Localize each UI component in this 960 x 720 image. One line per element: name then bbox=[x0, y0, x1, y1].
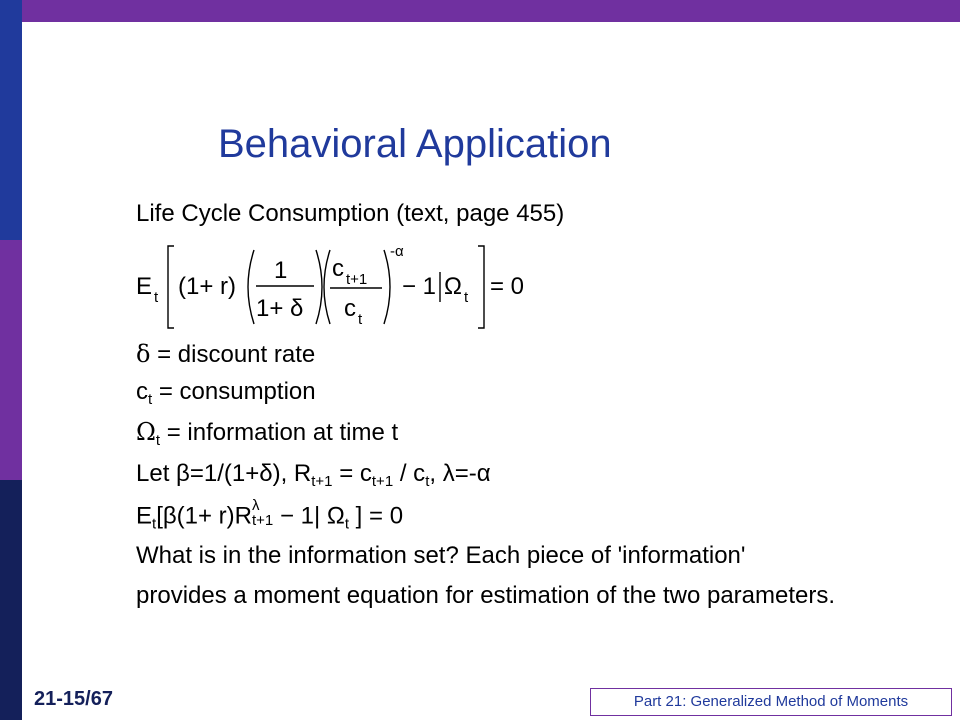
eq-E: E bbox=[136, 273, 153, 300]
frac1-left-paren bbox=[248, 250, 254, 324]
top-accent-bar bbox=[0, 0, 960, 22]
frac2-right-paren bbox=[384, 250, 390, 324]
eq2-sup2: λ bbox=[252, 497, 260, 514]
eq-omega-sub: t bbox=[464, 289, 469, 306]
euler-equation bbox=[134, 242, 554, 332]
delta-symbol: δ bbox=[136, 340, 151, 368]
eq-minus-one: − 1 bbox=[402, 273, 437, 300]
eq2-sub1: t bbox=[152, 515, 157, 533]
eq2-scripts bbox=[252, 498, 273, 528]
eq2-sub3: t bbox=[344, 515, 349, 533]
let-part2: = c bbox=[332, 460, 372, 487]
slide-title: Behavioral Application bbox=[218, 122, 612, 166]
frac1-denominator: 1+ δ bbox=[256, 295, 304, 322]
definition-consumption bbox=[136, 378, 316, 408]
omega-sub: t bbox=[155, 432, 161, 449]
frac1-right-paren bbox=[316, 250, 322, 324]
definition-omega bbox=[136, 418, 398, 449]
slide-number: 21-15/67 bbox=[34, 688, 113, 710]
let-sub1: t+1 bbox=[311, 473, 333, 490]
eq2-part4: ] = 0 bbox=[349, 502, 404, 530]
delta-definition: = discount rate bbox=[150, 341, 316, 368]
eq-exponent: -α bbox=[390, 243, 404, 260]
let-line bbox=[136, 460, 491, 490]
frac2-numerator: c bbox=[332, 255, 344, 282]
eq2-sub2: t+1 bbox=[252, 512, 274, 529]
omega-definition: = information at time t bbox=[160, 419, 399, 446]
eq2-part3: − 1| Ω bbox=[273, 502, 345, 530]
euler-equation-graphic bbox=[134, 242, 554, 332]
left-accent-bar bbox=[0, 0, 22, 720]
footer-label: Part 21: Generalized Method of Moments bbox=[590, 688, 952, 716]
frac1-numerator: 1 bbox=[274, 257, 288, 284]
eq-equals-zero: = 0 bbox=[490, 273, 525, 300]
eq-one-plus-r: (1+ r) bbox=[178, 273, 237, 300]
moment-equation bbox=[136, 497, 404, 533]
question-line-2: provides a moment equation for estimation of the two parameters. bbox=[136, 582, 836, 609]
eq-E-sub: t bbox=[154, 289, 159, 306]
let-sub2: t+1 bbox=[371, 473, 394, 490]
content-heading: Life Cycle Consumption (text, page 455) bbox=[136, 200, 565, 227]
eq2-part2: [β(1+ r)R bbox=[156, 502, 252, 530]
frac2-left-paren bbox=[324, 250, 330, 324]
left-accent-segment-bottom bbox=[0, 480, 22, 720]
frac2-denominator: c bbox=[344, 295, 356, 322]
c-symbol: c bbox=[136, 378, 148, 405]
c-definition: = consumption bbox=[152, 378, 316, 405]
question-line-1: What is in the information set? Each piece of 'information' bbox=[136, 542, 746, 569]
let-sub3: t bbox=[425, 473, 430, 490]
let-part3: / c bbox=[393, 460, 426, 487]
outer-right-bracket bbox=[478, 246, 484, 328]
let-part1: Let β=1/(1+δ), R bbox=[136, 460, 312, 487]
frac2-denominator-sub: t bbox=[358, 311, 363, 328]
omega-symbol: Ω bbox=[136, 418, 156, 446]
let-part4: , λ=-α bbox=[429, 460, 491, 487]
outer-left-bracket bbox=[168, 246, 174, 328]
left-accent-segment-middle bbox=[0, 240, 22, 480]
left-accent-segment-top bbox=[0, 0, 22, 240]
definition-delta bbox=[136, 340, 315, 369]
c-sub: t bbox=[148, 391, 153, 408]
frac2-numerator-sub: t+1 bbox=[346, 271, 368, 288]
eq2-part1: E bbox=[136, 502, 153, 530]
eq-omega: Ω bbox=[444, 273, 462, 300]
